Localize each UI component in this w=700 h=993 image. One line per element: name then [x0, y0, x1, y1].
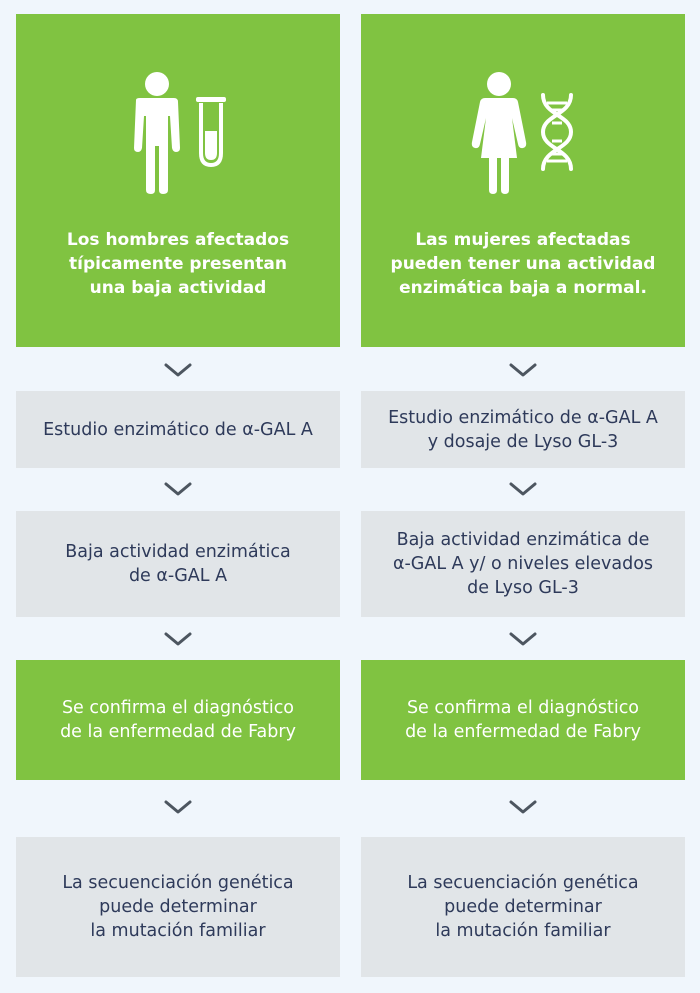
- men-step-low-activity: [16, 511, 340, 617]
- men-step2-text: Baja actividad enzimática de α-GAL A: [65, 542, 291, 586]
- women-step3-text: Se confirma el diagnóstico de la enfermedad de Fabry: [405, 698, 641, 742]
- woman-icon: [469, 70, 529, 194]
- chevron-down-icon: [164, 800, 192, 814]
- chevron-down-icon: [509, 482, 537, 496]
- women-step2-text: Baja actividad enzimática de α-GAL A y/ o niveles elevados de Lyso GL-3: [392, 530, 654, 598]
- men-step1-text: Estudio enzimático de α-GAL A: [43, 419, 313, 440]
- men-header-box: [16, 14, 340, 347]
- man-icon: [128, 70, 186, 194]
- chevron-down-icon: [164, 482, 192, 496]
- chevron-down-icon: [509, 363, 537, 377]
- women-step-enzyme-study: [361, 391, 685, 468]
- women-header-text: Las mujeres afectadas pueden tener una actividad enzimática baja a normal.: [390, 230, 656, 298]
- women-header-box: [361, 14, 685, 347]
- chevron-down-icon: [509, 800, 537, 814]
- chevron-down-icon: [164, 632, 192, 646]
- men-step-genetic-sequencing: [16, 837, 340, 977]
- chevron-down-icon: [164, 363, 192, 377]
- women-step1-text: Estudio enzimático de α-GAL A y dosaje de Lyso GL-3: [388, 407, 658, 452]
- women-step-low-activity: [361, 511, 685, 617]
- women-step4-text: La secuenciación genética puede determinar la mutación familiar: [407, 873, 639, 941]
- men-header-text: Los hombres afectados típicamente presentan una baja actividad: [66, 230, 290, 298]
- women-step-genetic-sequencing: [361, 837, 685, 977]
- chevron-down-icon: [509, 632, 537, 646]
- men-step-enzyme-study: [16, 391, 340, 468]
- women-icons: [469, 69, 577, 194]
- women-step-diagnosis-confirmed: [361, 660, 685, 780]
- test-tube-icon: [194, 95, 228, 169]
- men-step3-text: Se confirma el diagnóstico de la enfermedad de Fabry: [60, 698, 296, 742]
- dna-icon: [537, 93, 577, 171]
- men-step-diagnosis-confirmed: [16, 660, 340, 780]
- men-icons: [128, 69, 228, 194]
- men-step4-text: La secuenciación genética puede determinar la mutación familiar: [62, 873, 294, 941]
